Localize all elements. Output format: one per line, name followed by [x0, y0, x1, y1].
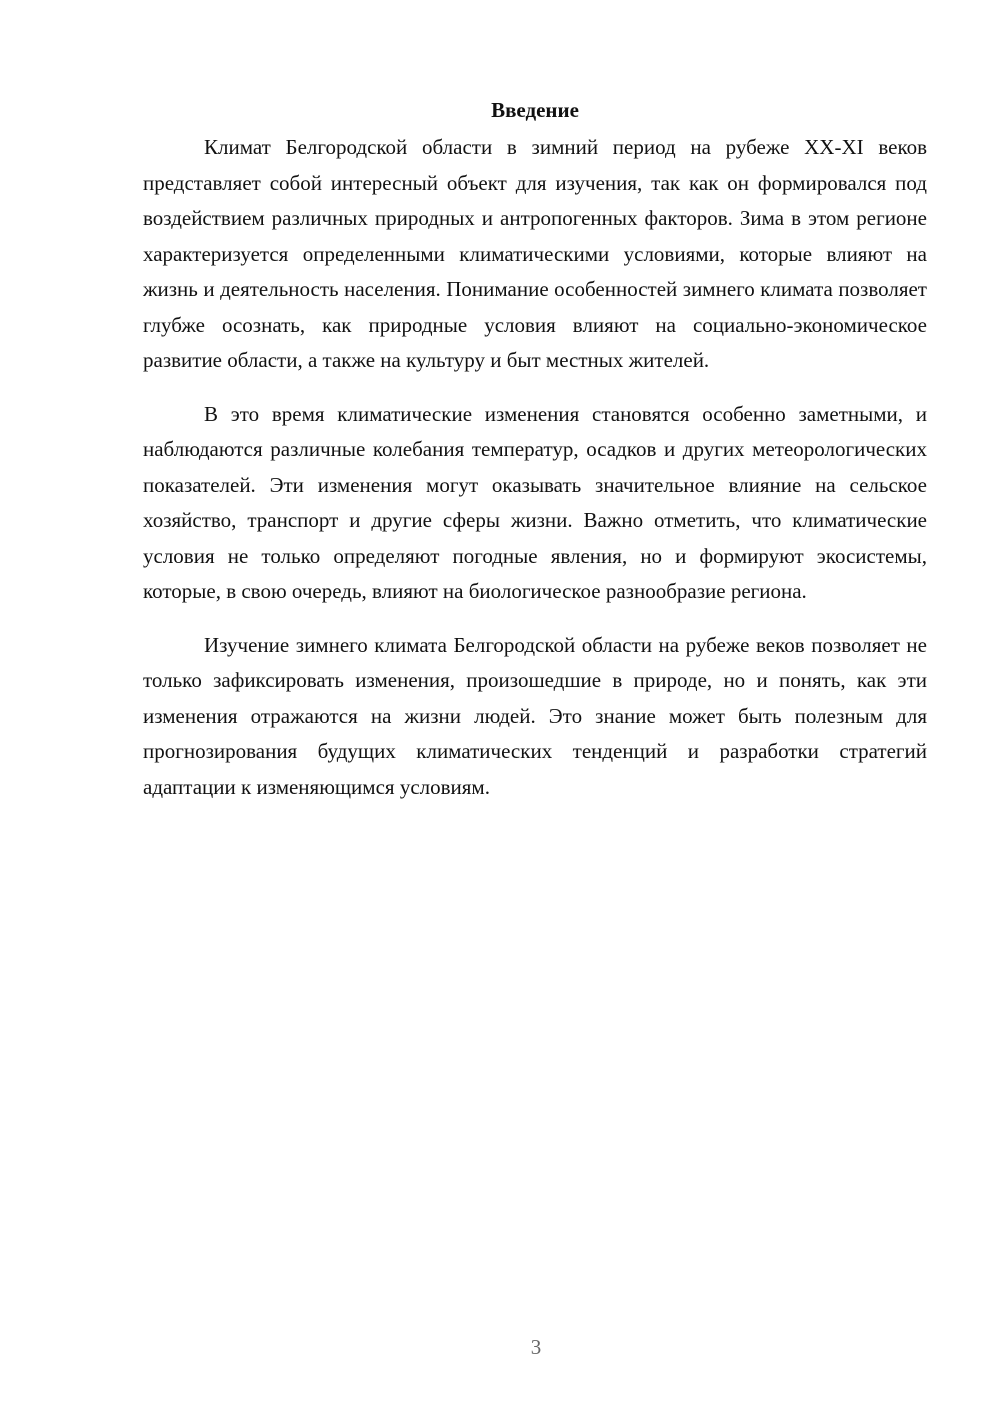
page-number: 3 — [530, 1335, 542, 1359]
paragraph-3: Изучение зимнего климата Белгородской области на рубеже веков позволяет не только зафиксировать изменения, произошедшие в природе, но и понять, как эти изменения отражаются на жизни людей. Это знание может быть полезным для прогнозирования будущих климатических тенденций и разработки стратегий адаптации к изменяющимся условиям. — [143, 632, 927, 799]
paragraph-2: В это время климатические изменения становятся особенно заметными, и наблюдаются различные колебания температур, осадков и других метеорологических показателей. Эти изменения могут оказывать значительное влияние на сельское хозяйство, транспорт и другие сферы жизни. Важно отметить, что климатические условия не только определяют погодные явления, но и формируют экосистемы, которые, в свою очередь, влияют на биологическое разнообразие региона. — [143, 401, 927, 603]
section-heading: Введение — [491, 98, 579, 122]
page-content — [143, 95, 927, 805]
paragraph-1: Климат Белгородской области в зимний период на рубеже XX-XI веков представляет собой интересный объект для изучения, так как он формировался под воздействием различных природных и антропогенных факторов. Зима в этом регионе характеризуется определенными климатическими условиями, которые влияют на жизнь и деятельность населения. Понимание особенностей зимнего климата позволяет глубже осознать, как природные условия влияют на социально-экономическое развитие области, а также на культуру и быт местных жителей. — [143, 135, 927, 372]
